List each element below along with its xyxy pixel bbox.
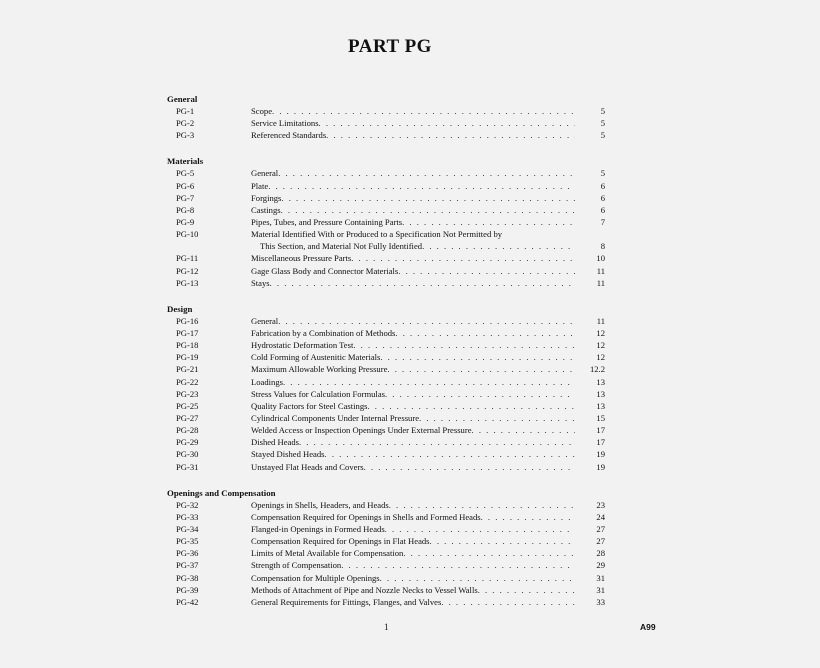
entry-title: Plate — [251, 180, 269, 191]
entry-title-cell — [251, 535, 575, 547]
entry-number: PG-9 — [176, 216, 195, 227]
entry-page: 15 — [596, 412, 605, 423]
entry-title: Quality Factors for Steel Castings — [251, 400, 368, 411]
entry-title: Methods of Attachment of Pipe and Nozzle Necks to Vessel Walls — [251, 584, 478, 595]
toc-entry-continuation — [167, 240, 607, 252]
section-heading: Materials — [167, 156, 204, 167]
entry-title: Welded Access or Inspection Openings Under External Pressure — [251, 425, 472, 436]
leader-dots — [478, 584, 575, 596]
entry-number: PG-6 — [176, 180, 195, 191]
entry-page: 5 — [600, 168, 605, 179]
section-heading: General — [167, 94, 198, 104]
leader-dots — [398, 265, 575, 277]
entry-number: PG-31 — [176, 461, 199, 472]
leader-dots — [385, 523, 575, 535]
entry-title: Pipes, Tubes, and Pressure Containing Parts — [251, 216, 403, 227]
entry-page: 23 — [596, 499, 605, 510]
leader-dots — [341, 559, 575, 571]
entry-page: 5 — [600, 130, 605, 141]
entry-title-continuation: This Section, and Material Not Fully Identified — [260, 241, 423, 252]
entry-title: Limits of Metal Available for Compensation — [251, 548, 404, 559]
entry-number: PG-2 — [176, 118, 195, 129]
entry-number: PG-37 — [176, 560, 199, 571]
toc-entry — [167, 388, 607, 400]
entry-page: 7 — [600, 216, 605, 227]
toc-entry — [167, 216, 607, 228]
entry-page: 17 — [596, 425, 605, 436]
entry-title-cell — [251, 265, 575, 277]
entry-title: Compensation Required for Openings in Shells and Formed Heads — [251, 511, 481, 522]
toc-entry — [167, 265, 607, 277]
entry-title-cell — [251, 523, 575, 535]
entry-page: 6 — [600, 180, 605, 191]
entry-number: PG-12 — [176, 265, 199, 276]
entry-number: PG-19 — [176, 352, 199, 363]
leader-dots — [326, 129, 575, 141]
entry-page: 5 — [600, 106, 605, 116]
entry-number: PG-3 — [176, 130, 195, 141]
leader-dots — [299, 436, 575, 448]
entry-number: PG-42 — [176, 596, 199, 607]
entry-page: 19 — [596, 461, 605, 472]
leader-dots — [325, 448, 575, 460]
entry-page: 13 — [596, 400, 605, 411]
entry-title-cell — [251, 228, 575, 240]
toc-entry — [167, 436, 607, 448]
entry-number: PG-28 — [176, 425, 199, 436]
toc-entry — [167, 315, 607, 327]
entry-number: PG-30 — [176, 449, 199, 460]
entry-title-cell — [251, 327, 575, 339]
entry-title-cell — [251, 117, 575, 129]
entry-title-cell — [251, 436, 575, 448]
section-heading: Openings and Compensation — [167, 487, 276, 498]
entry-title: General — [251, 315, 279, 326]
leader-dots — [367, 400, 575, 412]
entry-title: Service Limitations — [251, 118, 319, 129]
entry-page: 6 — [600, 204, 605, 215]
entry-page: 19 — [596, 449, 605, 460]
toc-entry — [167, 461, 607, 473]
leader-dots — [272, 105, 575, 117]
entry-title-cell — [251, 129, 575, 141]
entry-page: 10 — [596, 253, 605, 264]
entry-title-cell — [251, 180, 575, 192]
entry-page: 12 — [596, 327, 605, 338]
entry-title: Flanged-in Openings in Formed Heads — [251, 523, 385, 534]
entry-title: Strength of Compensation — [251, 560, 342, 571]
toc-section — [167, 473, 607, 608]
leader-dots — [430, 535, 575, 547]
entry-title: Openings in Shells, Headers, and Heads — [251, 499, 389, 510]
entry-title: Stress Values for Calculation Formulas — [251, 388, 385, 399]
entry-page: 28 — [596, 548, 605, 559]
entry-title: General — [251, 168, 279, 179]
entry-title: Referenced Standards — [251, 130, 327, 141]
toc-entry — [167, 228, 607, 240]
entry-title-cell — [251, 584, 575, 596]
entry-title: Hydrostatic Deformation Test — [251, 340, 354, 351]
toc-entry — [167, 167, 607, 179]
entry-title: Scope — [251, 106, 273, 116]
leader-dots — [364, 461, 575, 473]
leader-dots — [402, 216, 575, 228]
leader-dots — [389, 499, 575, 511]
leader-dots — [268, 180, 575, 192]
entry-title-cell — [251, 216, 575, 228]
toc-entry — [167, 363, 607, 375]
entry-page: 6 — [600, 192, 605, 203]
entry-page: 27 — [596, 523, 605, 534]
entry-title: Stays — [251, 277, 270, 288]
entry-number: PG-7 — [176, 192, 195, 203]
entry-title: Gage Glass Body and Connector Materials — [251, 265, 399, 276]
entry-number: PG-34 — [176, 523, 199, 534]
entry-page: 11 — [596, 265, 605, 276]
leader-dots — [385, 388, 575, 400]
entry-title-cell — [251, 363, 575, 375]
entry-title: Forgings — [251, 192, 282, 203]
entry-page: 33 — [596, 596, 605, 607]
entry-page: 12 — [596, 340, 605, 351]
toc-entry — [167, 339, 607, 351]
leader-dots — [278, 167, 575, 179]
toc-entry — [167, 547, 607, 559]
entry-number: PG-23 — [176, 388, 199, 399]
page-title: PART PG — [348, 36, 432, 57]
entry-page: 13 — [596, 376, 605, 387]
toc-entry — [167, 105, 607, 117]
entry-title: Compensation for Multiple Openings — [251, 572, 380, 583]
entry-title: Miscellaneous Pressure Parts — [251, 253, 352, 264]
toc-entry — [167, 523, 607, 535]
entry-number: PG-38 — [176, 572, 199, 583]
entry-title-cell — [251, 461, 575, 473]
table-of-contents — [167, 94, 607, 608]
entry-number: PG-5 — [176, 168, 195, 179]
leader-dots — [422, 240, 575, 252]
toc-section — [167, 141, 607, 288]
toc-entry — [167, 129, 607, 141]
toc-entry — [167, 180, 607, 192]
entry-page: 24 — [596, 511, 605, 522]
entry-title: General Requirements for Fittings, Flanges, and Valves — [251, 596, 442, 607]
leader-dots — [281, 204, 575, 216]
toc-entry — [167, 204, 607, 216]
leader-dots — [270, 277, 575, 289]
entry-title-cell — [251, 572, 575, 584]
toc-entry — [167, 351, 607, 363]
entry-number: PG-16 — [176, 315, 199, 326]
entry-number: PG-17 — [176, 327, 199, 338]
toc-entry — [167, 499, 607, 511]
entry-page: 13 — [596, 388, 605, 399]
entry-title-cell — [251, 499, 575, 511]
toc-entry — [167, 535, 607, 547]
entry-title-cell — [251, 596, 575, 608]
toc-entry — [167, 252, 607, 264]
entry-number: PG-11 — [176, 253, 199, 264]
leader-dots — [472, 424, 575, 436]
entry-title-cell — [251, 424, 575, 436]
entry-page: 5 — [600, 118, 605, 129]
entry-title-cell — [251, 277, 575, 289]
entry-title-cell — [251, 388, 575, 400]
entry-title-cell — [251, 400, 575, 412]
entry-title-cell — [251, 192, 575, 204]
entry-number: PG-25 — [176, 400, 199, 411]
entry-number: PG-39 — [176, 584, 199, 595]
leader-dots — [353, 339, 575, 351]
leader-dots — [351, 252, 575, 264]
entry-title: Maximum Allowable Working Pressure — [251, 364, 388, 375]
entry-number: PG-32 — [176, 499, 199, 510]
toc-entry — [167, 400, 607, 412]
entry-page: 12.2 — [589, 364, 605, 375]
entry-number: PG-22 — [176, 376, 199, 387]
entry-title-cell — [251, 412, 575, 424]
entry-page: 31 — [596, 572, 605, 583]
leader-dots — [395, 327, 575, 339]
entry-page: 11 — [596, 315, 605, 326]
leader-dots — [380, 572, 575, 584]
toc-entry — [167, 572, 607, 584]
entry-title-cell — [251, 376, 575, 388]
section-heading: Design — [167, 303, 193, 314]
entry-page: 27 — [596, 536, 605, 547]
toc-entry — [167, 448, 607, 460]
entry-title: Stayed Dished Heads — [251, 449, 325, 460]
leader-dots — [419, 412, 575, 424]
entry-title-cell — [251, 448, 575, 460]
entry-page: 29 — [596, 560, 605, 571]
entry-title-cell — [251, 204, 575, 216]
entry-number: PG-27 — [176, 412, 199, 423]
entry-title-cell — [251, 105, 575, 117]
entry-title-cell — [251, 559, 575, 571]
revision-mark: A99 — [640, 622, 656, 632]
leader-dots — [403, 547, 575, 559]
entry-title-cell — [251, 351, 575, 363]
entry-page: 8 — [600, 241, 605, 252]
toc-entry — [167, 424, 607, 436]
entry-number: PG-29 — [176, 437, 199, 448]
entry-number: PG-8 — [176, 204, 195, 215]
entry-title-cell — [251, 511, 575, 523]
entry-page: 11 — [596, 277, 605, 288]
entry-title: Cold Forming of Austenitic Materials — [251, 352, 381, 363]
entry-number: PG-33 — [176, 511, 199, 522]
toc-entry — [167, 596, 607, 608]
entry-number: PG-13 — [176, 277, 199, 288]
leader-dots — [319, 117, 575, 129]
leader-dots — [387, 363, 575, 375]
entry-page: 17 — [596, 437, 605, 448]
entry-title: Material Identified With or Produced to a Specification Not Permitted by — [251, 229, 503, 240]
entry-page: 31 — [596, 584, 605, 595]
entry-number: PG-18 — [176, 340, 199, 351]
entry-number: PG-36 — [176, 548, 199, 559]
entry-title-cell — [251, 252, 575, 264]
page-number: 1 — [384, 622, 389, 632]
leader-dots — [278, 315, 575, 327]
toc-section — [167, 94, 607, 141]
entry-title: Castings — [251, 204, 281, 215]
entry-page: 12 — [596, 352, 605, 363]
toc-entry — [167, 117, 607, 129]
toc-entry — [167, 192, 607, 204]
entry-title-cell — [251, 339, 575, 351]
entry-title: Loadings — [251, 376, 283, 387]
leader-dots — [281, 192, 575, 204]
toc-section — [167, 289, 607, 473]
toc-entry — [167, 511, 607, 523]
entry-title-cell — [251, 547, 575, 559]
entry-title: Compensation Required for Openings in Flat Heads — [251, 536, 430, 547]
entry-number: PG-21 — [176, 364, 199, 375]
leader-dots — [441, 596, 575, 608]
entry-number: PG-35 — [176, 536, 199, 547]
entry-number: PG-10 — [176, 229, 199, 240]
entry-title: Fabrication by a Combination of Methods — [251, 327, 396, 338]
entry-title-cell — [251, 167, 575, 179]
entry-number: PG-1 — [176, 106, 195, 116]
toc-entry — [167, 412, 607, 424]
entry-title: Cylindrical Components Under Internal Pressure — [251, 412, 420, 423]
entry-title: Unstayed Flat Heads and Covers — [251, 461, 364, 472]
toc-entry — [167, 327, 607, 339]
toc-entry — [167, 277, 607, 289]
toc-entry — [167, 559, 607, 571]
entry-title-cell — [251, 315, 575, 327]
leader-dots — [380, 351, 575, 363]
toc-entry — [167, 584, 607, 596]
toc-entry — [167, 376, 607, 388]
leader-dots — [481, 511, 575, 523]
leader-dots — [283, 376, 575, 388]
entry-title: Dished Heads — [251, 437, 299, 448]
